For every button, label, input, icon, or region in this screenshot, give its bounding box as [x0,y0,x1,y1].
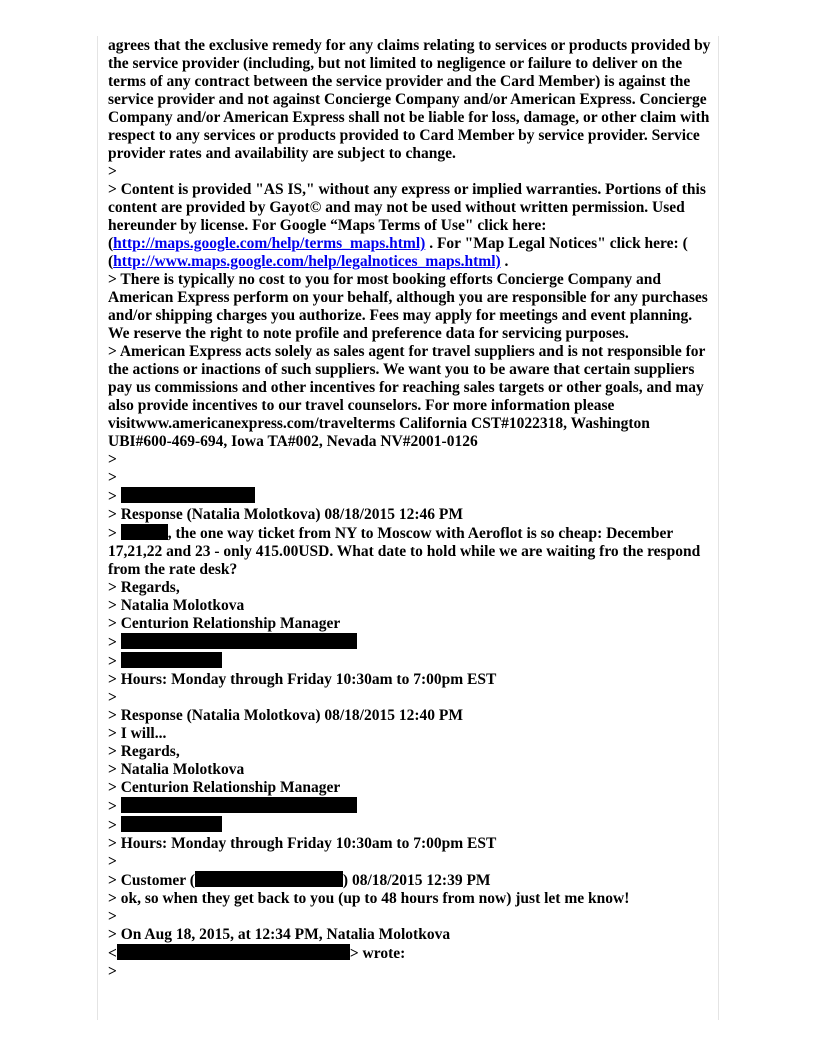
signature-title: > Centurion Relationship Manager [108,615,341,632]
redaction-block [121,797,357,813]
disclaimer-paragraph: agrees that the exclusive remedy for any claims relating to services or products provided by the service provider (including, but not limited to negligence or failure to deliver on the terms of any contract between the service provider and the Card Member) is against the service provider and not against Concierge Company and/or American Express. Concierge Company and/or American Express shall not be liable for loss, damage, or other claim with respect to any services or products provided to Card Member by service provider. Service provider rates and availability are subject to change. [108,37,715,162]
redaction-block [195,871,343,887]
quote-marker: > [108,163,117,180]
signature-title: > Centurion Relationship Manager [108,779,341,796]
customer-body: > ok, so when they get back to you (up to 48 hours from now) just let me know! [108,890,630,907]
maps-legal-notices-link[interactable]: http://www.maps.google.com/help/legalnotices_maps.html) [113,253,501,270]
content-text-b: . For "Map Legal Notices" click here: ( [425,235,688,252]
redaction-block [121,816,222,832]
redacted-line: > [108,816,713,835]
signature-name: > Natalia Molotkova [108,761,245,778]
regards-line: > Regards, [108,743,180,760]
redacted-line: > [108,797,713,816]
redacted-line: > [108,487,713,506]
content-text-a: > Content is provided "AS IS," without any express or implied warranties. Portions of this content are provided by Gayot© and may not be used without written permission. Used hereunder by license. For Google “Maps Terms of Use" click here: ( [108,181,710,252]
quote-marker: > [108,451,117,468]
quote-marker: > [108,469,117,486]
response-body: > , the one way ticket from NY to Moscow with Aeroflot is so cheap: December 17,21,22 and 23 - only 415.00USD. What date to hold while we are waiting fro the respond from the rate desk? [108,525,705,578]
response-header: > Response (Natalia Molotkova) 08/18/2015 12:40 PM [108,707,463,724]
redaction-block [117,944,350,960]
content-text-c: . [500,253,509,270]
signature-name: > Natalia Molotkova [108,597,245,614]
quote-marker: > [108,853,117,870]
redaction-block [121,524,168,540]
quoted-date-line: > On Aug 18, 2015, at 12:34 PM, Natalia Molotkova [108,926,451,943]
quote-marker: > [108,908,117,925]
email-document [108,37,713,981]
response-body: > I will... [108,725,167,742]
redaction-block [121,633,357,649]
redaction-block [121,652,222,668]
wrote-line: < > wrote: [108,945,406,962]
response-header: > Response (Natalia Molotkova) 08/18/2015 12:46 PM [108,506,463,523]
content-disclaimer [108,181,713,271]
regards-line: > Regards, [108,579,180,596]
quote-marker: > [108,689,117,706]
booking-paragraph: > There is typically no cost to you for most booking efforts Concierge Company and American Express perform on your behalf, although you are responsible for any purchases and/or shipping charges you authorize. Fees may apply for meetings and event planning. We reserve the right to note profile and preference data for servicing purposes. [108,271,712,342]
content-text-open: ( [108,253,114,270]
redacted-line: > [108,633,713,652]
left-margin-rule [97,36,98,1020]
hours-line: > Hours: Monday through Friday 10:30am to 7:00pm EST [108,835,497,852]
customer-header: > Customer ( ) 08/18/2015 12:39 PM [108,872,491,889]
right-margin-rule [718,36,719,1020]
amex-paragraph: > American Express acts solely as sales agent for travel suppliers and is not responsible for the actions or inactions of such suppliers. We want you to be aware that certain suppliers pay us commissions and other incentives for reaching sales targets or other goals, and may also provide incentives to our travel counselors. For more information please visitwww.americanexpress.com/travelterms California CST#1022318, Washington UBI#600-469-694, Iowa TA#002, Nevada NV#2001-0126 [108,343,709,450]
hours-line: > Hours: Monday through Friday 10:30am to 7:00pm EST [108,671,497,688]
redaction-block [121,487,255,503]
maps-terms-link[interactable]: http://maps.google.com/help/terms_maps.html) [113,235,426,252]
quote-marker: > [108,963,117,980]
redacted-line: > [108,652,713,671]
